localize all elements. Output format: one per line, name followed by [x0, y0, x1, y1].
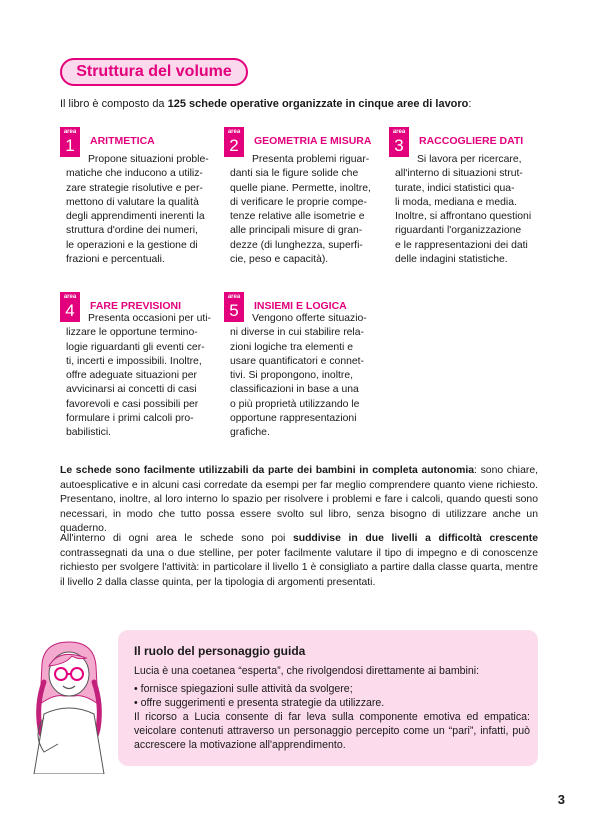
area-description: Si lavora per ricercare, all'interno di situazioni strut- turate, indici statistici qua- li moda, mediana e media. Inoltre, si affrontano questioni riguardanti l'organizzazione e le rappresentazioni dei dati delle indagini statistiche.	[395, 154, 532, 266]
guide-closing: Il ricorso a Lucia consente di far leva sulla componente emotiva ed empatica: veicolare contenuti attraverso un personaggio percepito come un “pari”, infatti, può accrescere la motivazione all'apprendimento.	[134, 711, 530, 751]
area-badge: area 3	[389, 127, 409, 157]
area-badge: area 5	[224, 292, 244, 322]
area-title: GEOMETRIA E MISURA	[254, 135, 372, 147]
area-card-3	[389, 127, 539, 266]
guide-title: Il ruolo del personaggio guida	[134, 644, 306, 658]
page-number: 3	[557, 792, 565, 807]
area-title: INSIEMI E LOGICA	[254, 300, 347, 312]
guide-intro: Lucia è una coetanea “esperta”, che rivolgendosi direttamente ai bambini:	[134, 665, 480, 677]
paragraph-levels: All'interno di ogni area le schede sono poi suddivise in due livelli a difficoltà crescente contrassegnati da una o due stelline, per poter facilmente valutare il tipo di impegno e di conoscenze richiesto per svolgere l'attività: in particolare il livello 1 è consigliato a partire dalla classe quarta, mentre il livello 2 dalla classe quinta, per la tipologia di argomenti presentati.	[60, 533, 538, 588]
area-card-5	[224, 292, 374, 440]
guide-bullet: • fornisce spiegazioni sulle attività da svolgere;	[134, 683, 353, 695]
area-badge: area 1	[60, 127, 80, 157]
guide-box	[118, 630, 538, 766]
area-description: Propone situazioni proble- matiche che inducono a utiliz- zare strategie risolutive e per- mettono di valutare la qualità degli apprendimenti inerenti la struttura d'ordine dei numeri, le operazioni e la gestione di frazioni e percentuali.	[66, 154, 209, 266]
area-title: ARITMETICA	[90, 135, 155, 147]
area-card-4	[60, 292, 212, 440]
guide-bullet: • offre suggerimenti e presenta strategie da utilizzare.	[134, 697, 385, 709]
area-badge: area 4	[60, 292, 80, 322]
area-description: Presenta occasioni per uti- lizzare le opportune termino- logie riguardanti gli eventi cer- ti, incerti e impossibili. Inoltre, offre adeguate situazioni per avvicinarsi ai concetti di casi favorevoli e casi possibili per formulare i primi calcoli pro- babilistici.	[66, 313, 212, 439]
paragraph-autonomy: Le schede sono facilmente utilizzabili da parte dei bambini in completa autonomia: sono chiare, autoesplicative e in alcuni casi corredate da esempi per far meglio comprendere quanto viene richiesto. Presentano, inoltre, al loro interno lo spazio per risolvere i problemi e fare i calcoli, quando questi sono necessari, in modo che tutto possa essere svolto sul libro, senza bisogno di utilizzare anche un quaderno.	[60, 465, 538, 534]
area-description: Presenta problemi riguar- danti sia le figure solide che quelle piane. Permette, inoltre, di verificare le proprie compe- tenze relative alle isometrie e alle principali misure di gran- dezze (di lunghezza, superfi- cie, peso e capacità).	[230, 154, 371, 266]
guide-character-illustration	[14, 634, 124, 774]
section-title: Struttura del volume	[60, 58, 248, 86]
intro-text: Il libro è composto da 125 schede operative organizzate in cinque aree di lavoro:	[60, 98, 472, 110]
area-title: FARE PREVISIONI	[90, 300, 182, 312]
area-card-2	[224, 127, 374, 266]
area-description: Vengono offerte situazio- ni diverse in cui stabilire rela- zioni logiche tra elementi e usare quantificatori e connet- tivi. Si propongono, inoltre, classificazioni in base a una o più proprietà utilizzando le opportune rappresentazioni grafiche.	[230, 313, 367, 439]
area-badge: area 2	[224, 127, 244, 157]
area-card-1	[60, 127, 212, 266]
area-title: RACCOGLIERE DATI	[419, 135, 524, 147]
